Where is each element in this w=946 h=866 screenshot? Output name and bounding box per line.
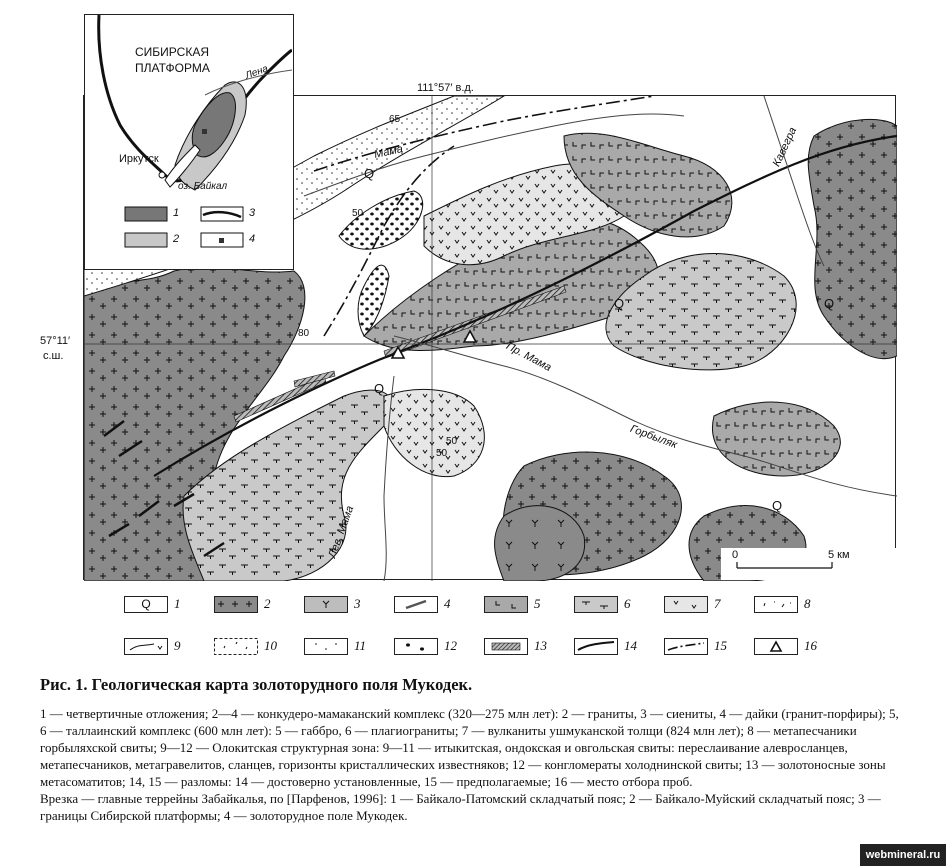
inset-legend-box-1: [125, 207, 167, 221]
river-label-lev-mama: Лев. Мама: [326, 504, 357, 560]
legend-swatch-15: [664, 638, 708, 655]
legend-num-15: 15: [714, 638, 727, 653]
inset-city-label: Иркутск: [119, 153, 159, 165]
legend-swatch-10: [214, 638, 258, 655]
inset-platform-label-2: ПЛАТФОРМА: [135, 61, 210, 75]
inset-legend-num-4: 4: [249, 233, 256, 245]
map-legend: [124, 596, 824, 658]
legend-num-6: 6: [624, 596, 631, 611]
legend-num-3: 3: [354, 596, 361, 611]
figure-caption: [40, 705, 900, 824]
legend-swatch-5: [484, 596, 528, 613]
inset-legend-box-2: [125, 233, 167, 247]
figure-title: Рис. 1. Геологическая карта золоторудного поля Мукодек.: [40, 675, 473, 694]
q-label-2: Q: [614, 296, 625, 311]
legend-num-11: 11: [354, 638, 367, 653]
legend-swatch-8: [754, 596, 798, 613]
legend-swatch-12: [394, 638, 438, 655]
legend-num-2: 2: [264, 596, 271, 611]
legend-swatch-9: [124, 638, 168, 655]
inset-lake-label: оз. Байкал: [178, 181, 228, 192]
syenite-south: [495, 506, 585, 581]
dip-label-50c: 50: [436, 448, 448, 459]
legend-swatch-3: [304, 596, 348, 613]
q-label-5: Q: [772, 498, 783, 513]
legend-swatch-14: [574, 638, 618, 655]
legend-swatch-7: [664, 596, 708, 613]
legend-num-7: 7: [714, 596, 721, 611]
caption-legend-explanation: 1 — четвертичные отложения; 2—4 — конкудеро-мамаканский комплекс (320—275 млн лет): 2 — граниты, 3 — сиениты, 4 — дайки (гранит-порфиры); 5, 6 — таллаинский комплекс (600 млн лет): 5 — габбро, 6 — плагиограниты; 7 — вулканиты ушмуканской толщи (824 млн лет); 8 — метапесчаники горбыляхской свиты; 9—12 — Олокитская структурная зона: 9—11 — итыкитская, ондокская и овгольская свиты: переслаивание алевросланцев, метапесчаников, метагравелитов, сланцев, горизонты кристаллических известняков; 12 — конгломераты холоднинской свиты; 13 — золотоносные зоны метасоматитов; 14, 15 — разломы: 14 — достоверно установленные, 15 — предполагаемые; 16 — место отбора проб.: [40, 706, 899, 789]
inset-river-label: Лена: [243, 63, 270, 82]
q-label-1: Q: [364, 166, 375, 181]
inset-legend-num-1: 1: [173, 207, 180, 219]
inset-platform-label-1: СИБИРСКАЯ: [135, 45, 209, 59]
legend-num-10: 10: [264, 638, 277, 653]
longitude-label: 111°57′ в.д.: [417, 82, 474, 94]
dip-label-65: 65: [389, 114, 401, 125]
dip-label-50b: 50: [446, 436, 458, 447]
legend-num-16: 16: [804, 638, 817, 653]
conglomerate-1: [339, 191, 423, 249]
river-label-gorbylyak: Горбыляк: [628, 422, 679, 452]
legend-swatch-6: [574, 596, 618, 613]
scale-zero-label: 0: [732, 549, 739, 561]
legend-swatch-11: [304, 638, 348, 655]
river-label-mama: Мама: [373, 143, 405, 161]
legend-swatch-16: [754, 638, 798, 655]
caption-inset-explanation: Врезка — главные террейны Забайкалья, по [Парфенов, 1996]: 1 — Байкало-Патомский складчатый пояс; 2 — Байкало-Муйский складчатый пояс; 3 — границы Сибирской платформы; 4 — золоторудное поле Мукодек.: [40, 791, 881, 823]
watermark: webmineral.ru: [860, 844, 946, 866]
inset-legend-num-3: 3: [249, 207, 256, 219]
latitude-label-suffix: с.ш.: [43, 350, 64, 362]
legend-num-5: 5: [534, 596, 541, 611]
granite-east: [808, 119, 897, 358]
legend-swatch-13: [484, 638, 528, 655]
legend-swatch-1-symbol: Q: [141, 597, 151, 611]
legend-num-4: 4: [444, 596, 451, 611]
inset-gold-field: [202, 129, 207, 134]
inset-map: [84, 14, 294, 270]
inset-legend-num-2: 2: [173, 233, 180, 245]
legend-swatch-1: [124, 596, 168, 613]
scale-bar-bg: [721, 548, 896, 580]
river-label-kavegra: Кавегра: [770, 125, 800, 169]
legend-num-13: 13: [534, 638, 547, 653]
river-label-pr-mama: Пр. Мама: [504, 340, 554, 374]
q-label-3: Q: [374, 381, 385, 396]
q-label-4: Q: [824, 296, 835, 311]
legend-num-1: 1: [174, 596, 181, 611]
gabbro-se: [712, 402, 840, 476]
legend-num-9: 9: [174, 638, 181, 653]
legend-num-12: 12: [444, 638, 457, 653]
volcanic-south: [384, 389, 484, 476]
legend-num-8: 8: [804, 596, 811, 611]
latitude-label: 57°11′: [40, 335, 71, 347]
dip-label-50a: 50: [352, 208, 364, 219]
legend-swatch-2: [214, 596, 258, 613]
dip-label-80: 80: [298, 328, 310, 339]
legend-num-14: 14: [624, 638, 637, 653]
scale-end-label: 5 км: [828, 549, 850, 561]
legend-swatch-4: [394, 596, 438, 613]
inset-city-marker: [159, 172, 165, 178]
